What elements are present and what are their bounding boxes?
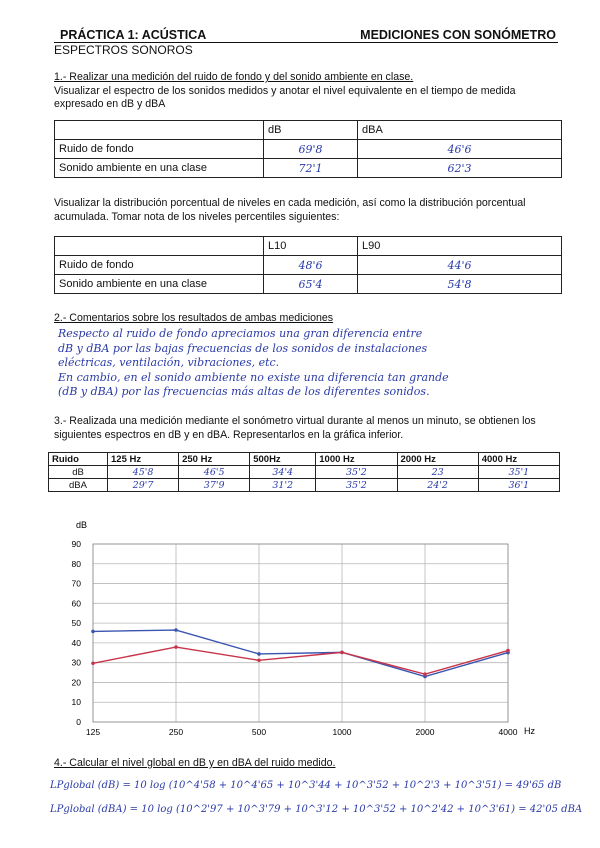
x-tick-label: 500 [251, 727, 267, 737]
header-cell [55, 121, 264, 140]
table-spectrum [48, 452, 560, 492]
comment-line: eléctricas, ventilación, vibraciones, etc. [58, 356, 280, 369]
value-cell: 36'1 [478, 479, 559, 492]
value-cell: 35'2 [316, 466, 397, 479]
series-line-db [93, 630, 508, 676]
calc-line-dba: LPglobal (dBA) = 10 log (10^2'97 + 10^3'79 + 10^3'12 + 10^3'52 + 10^2'42 + 10^3'61) = 42'05 dBA [50, 804, 583, 815]
value-cell: 31'2 [250, 479, 316, 492]
value-cell: 65'4 [264, 275, 358, 294]
table-header-row [55, 237, 562, 256]
value-cell: 62'3 [358, 159, 562, 178]
value-cell: 48'6 [264, 256, 358, 275]
table-row [55, 159, 562, 178]
handwritten-comments [58, 327, 588, 400]
value-cell: 72'1 [264, 159, 358, 178]
plot-frame [93, 544, 508, 722]
value-cell: 23 [397, 466, 478, 479]
section3-heading: 3.- Realizada una medición mediante el sonómetro virtual durante al menos un minuto, se obtienen los [54, 415, 536, 427]
data-point-db [257, 652, 261, 656]
y-tick-label: 90 [71, 539, 81, 549]
section2-heading: 2.- Comentarios sobre los resultados de ambas mediciones [54, 312, 334, 324]
value-cell: 35'2 [316, 479, 397, 492]
data-point-db [91, 630, 95, 634]
table-header-row [49, 453, 560, 466]
table-header-row [55, 121, 562, 140]
chart-series [91, 628, 510, 678]
section1-heading: 1.- Realizar una medición del ruido de fondo y del sonido ambiente en clase. [54, 71, 414, 83]
table-percentiles [54, 236, 562, 294]
section1-line: Visualizar el espectro de los sonidos medidos y anotar el nivel equivalente en el tiempo de medida [54, 84, 516, 97]
row-label: Sonido ambiente en una clase [55, 275, 264, 294]
row-label: dB [49, 466, 108, 479]
section3-line: siguientes espectros en dB y en dBA. Representarlos en la gráfica inferior. [54, 428, 404, 441]
x-tick-label: 4000 [498, 727, 518, 737]
value-cell: 29'7 [108, 479, 179, 492]
value-cell: 46'6 [358, 140, 562, 159]
handwritten-calculation [50, 774, 598, 822]
chart-grid [93, 544, 508, 722]
y-tick-label: 70 [71, 578, 81, 589]
table-row [49, 466, 560, 479]
table-row [55, 140, 562, 159]
value-cell: 24'2 [397, 479, 478, 492]
value-cell: 35'1 [478, 466, 559, 479]
y-tick-label: 30 [71, 657, 81, 668]
data-point-db [174, 628, 178, 632]
section1-text-2 [54, 197, 584, 224]
value-cell: 45'8 [108, 466, 179, 479]
header-cell: dBA [358, 121, 562, 140]
header-cell: 2000 Hz [397, 453, 478, 466]
header-cell: 125 Hz [108, 453, 179, 466]
value-cell: 69'8 [264, 140, 358, 159]
header-cell: dB [264, 121, 358, 140]
header-cell: 4000 Hz [478, 453, 559, 466]
x-tick-labels [86, 727, 518, 737]
value-cell: 46'5 [179, 466, 250, 479]
x-tick-label: 1000 [332, 727, 352, 737]
calc-line-db: LPglobal (dB) = 10 log (10^4'58 + 10^4'65 + 10^3'44 + 10^3'52 + 10^2'3 + 10^3'51) = 49'65 dB [50, 780, 562, 791]
header-cell: 250 Hz [179, 453, 250, 466]
y-tick-label: 40 [71, 637, 81, 648]
data-point-dba [423, 672, 427, 676]
comment-line: Respecto al ruido de fondo apreciamos una gran diferencia entre [58, 327, 423, 340]
y-tick-label: 20 [71, 677, 81, 688]
header-cell [55, 237, 264, 256]
data-point-dba [257, 658, 261, 662]
row-label: dBA [49, 479, 108, 492]
y-tick-label: 0 [76, 717, 81, 727]
data-point-dba [506, 649, 510, 653]
comment-line: (dB y dBA) por las frecuencias más altas de los diferentes sonidos. [58, 385, 430, 398]
row-label: Sonido ambiente en una clase [55, 159, 264, 178]
page-title: PRÁCTICA 1: ACÚSTICA [60, 28, 207, 42]
section3-text [54, 415, 589, 442]
table-row [49, 479, 560, 492]
comment-line: En cambio, en el sonido ambiente no existe una diferencia tan grande [58, 370, 449, 384]
table-row [55, 256, 562, 275]
y-tick-label: 60 [71, 598, 81, 609]
section1-line: expresado en dB y dBA [54, 98, 166, 110]
value-cell: 44'6 [358, 256, 562, 275]
table-leq [54, 120, 562, 178]
value-cell: 34'4 [250, 466, 316, 479]
header-cell: Ruido [49, 453, 108, 466]
x-tick-label: 250 [168, 727, 184, 737]
y-tick-label: 10 [71, 697, 81, 708]
y-tick-label: 80 [71, 558, 81, 569]
section4-heading: 4.- Calcular el nivel global en dB y en dBA del ruido medido. [54, 757, 336, 769]
data-point-dba [174, 645, 178, 649]
subtitle: ESPECTROS SONOROS [54, 43, 193, 57]
header-cell: L10 [264, 237, 358, 256]
row-label: Ruido de fondo [55, 256, 264, 275]
header-cell: 500Hz [250, 453, 316, 466]
y-axis-label: dB [76, 520, 88, 530]
x-tick-label: 125 [85, 727, 101, 737]
section1-line: Visualizar la distribución porcentual de niveles en cada medición, así como la distribución porcentual [54, 197, 526, 209]
section1-text [54, 71, 574, 112]
y-tick-labels [72, 539, 82, 727]
row-label: Ruido de fondo [55, 140, 264, 159]
spectrum-chart [0, 510, 600, 740]
header-cell: 1000 Hz [316, 453, 397, 466]
x-axis-label: Hz [524, 726, 535, 736]
value-cell: 37'9 [179, 479, 250, 492]
value-cell: 54'8 [358, 275, 562, 294]
data-point-dba [340, 651, 344, 655]
data-point-dba [91, 661, 95, 665]
page-title-right: MEDICIONES CON SONÓMETRO [360, 28, 556, 42]
y-tick-label: 50 [71, 618, 81, 629]
section1-line: acumulada. Tomar nota de los niveles percentiles siguientes: [54, 210, 340, 223]
x-tick-label: 2000 [415, 727, 435, 737]
header-cell: L90 [358, 237, 562, 256]
table-row [55, 275, 562, 294]
comment-line: dB y dBA por las bajas frecuencias de los sonidos de instalaciones [58, 341, 428, 355]
